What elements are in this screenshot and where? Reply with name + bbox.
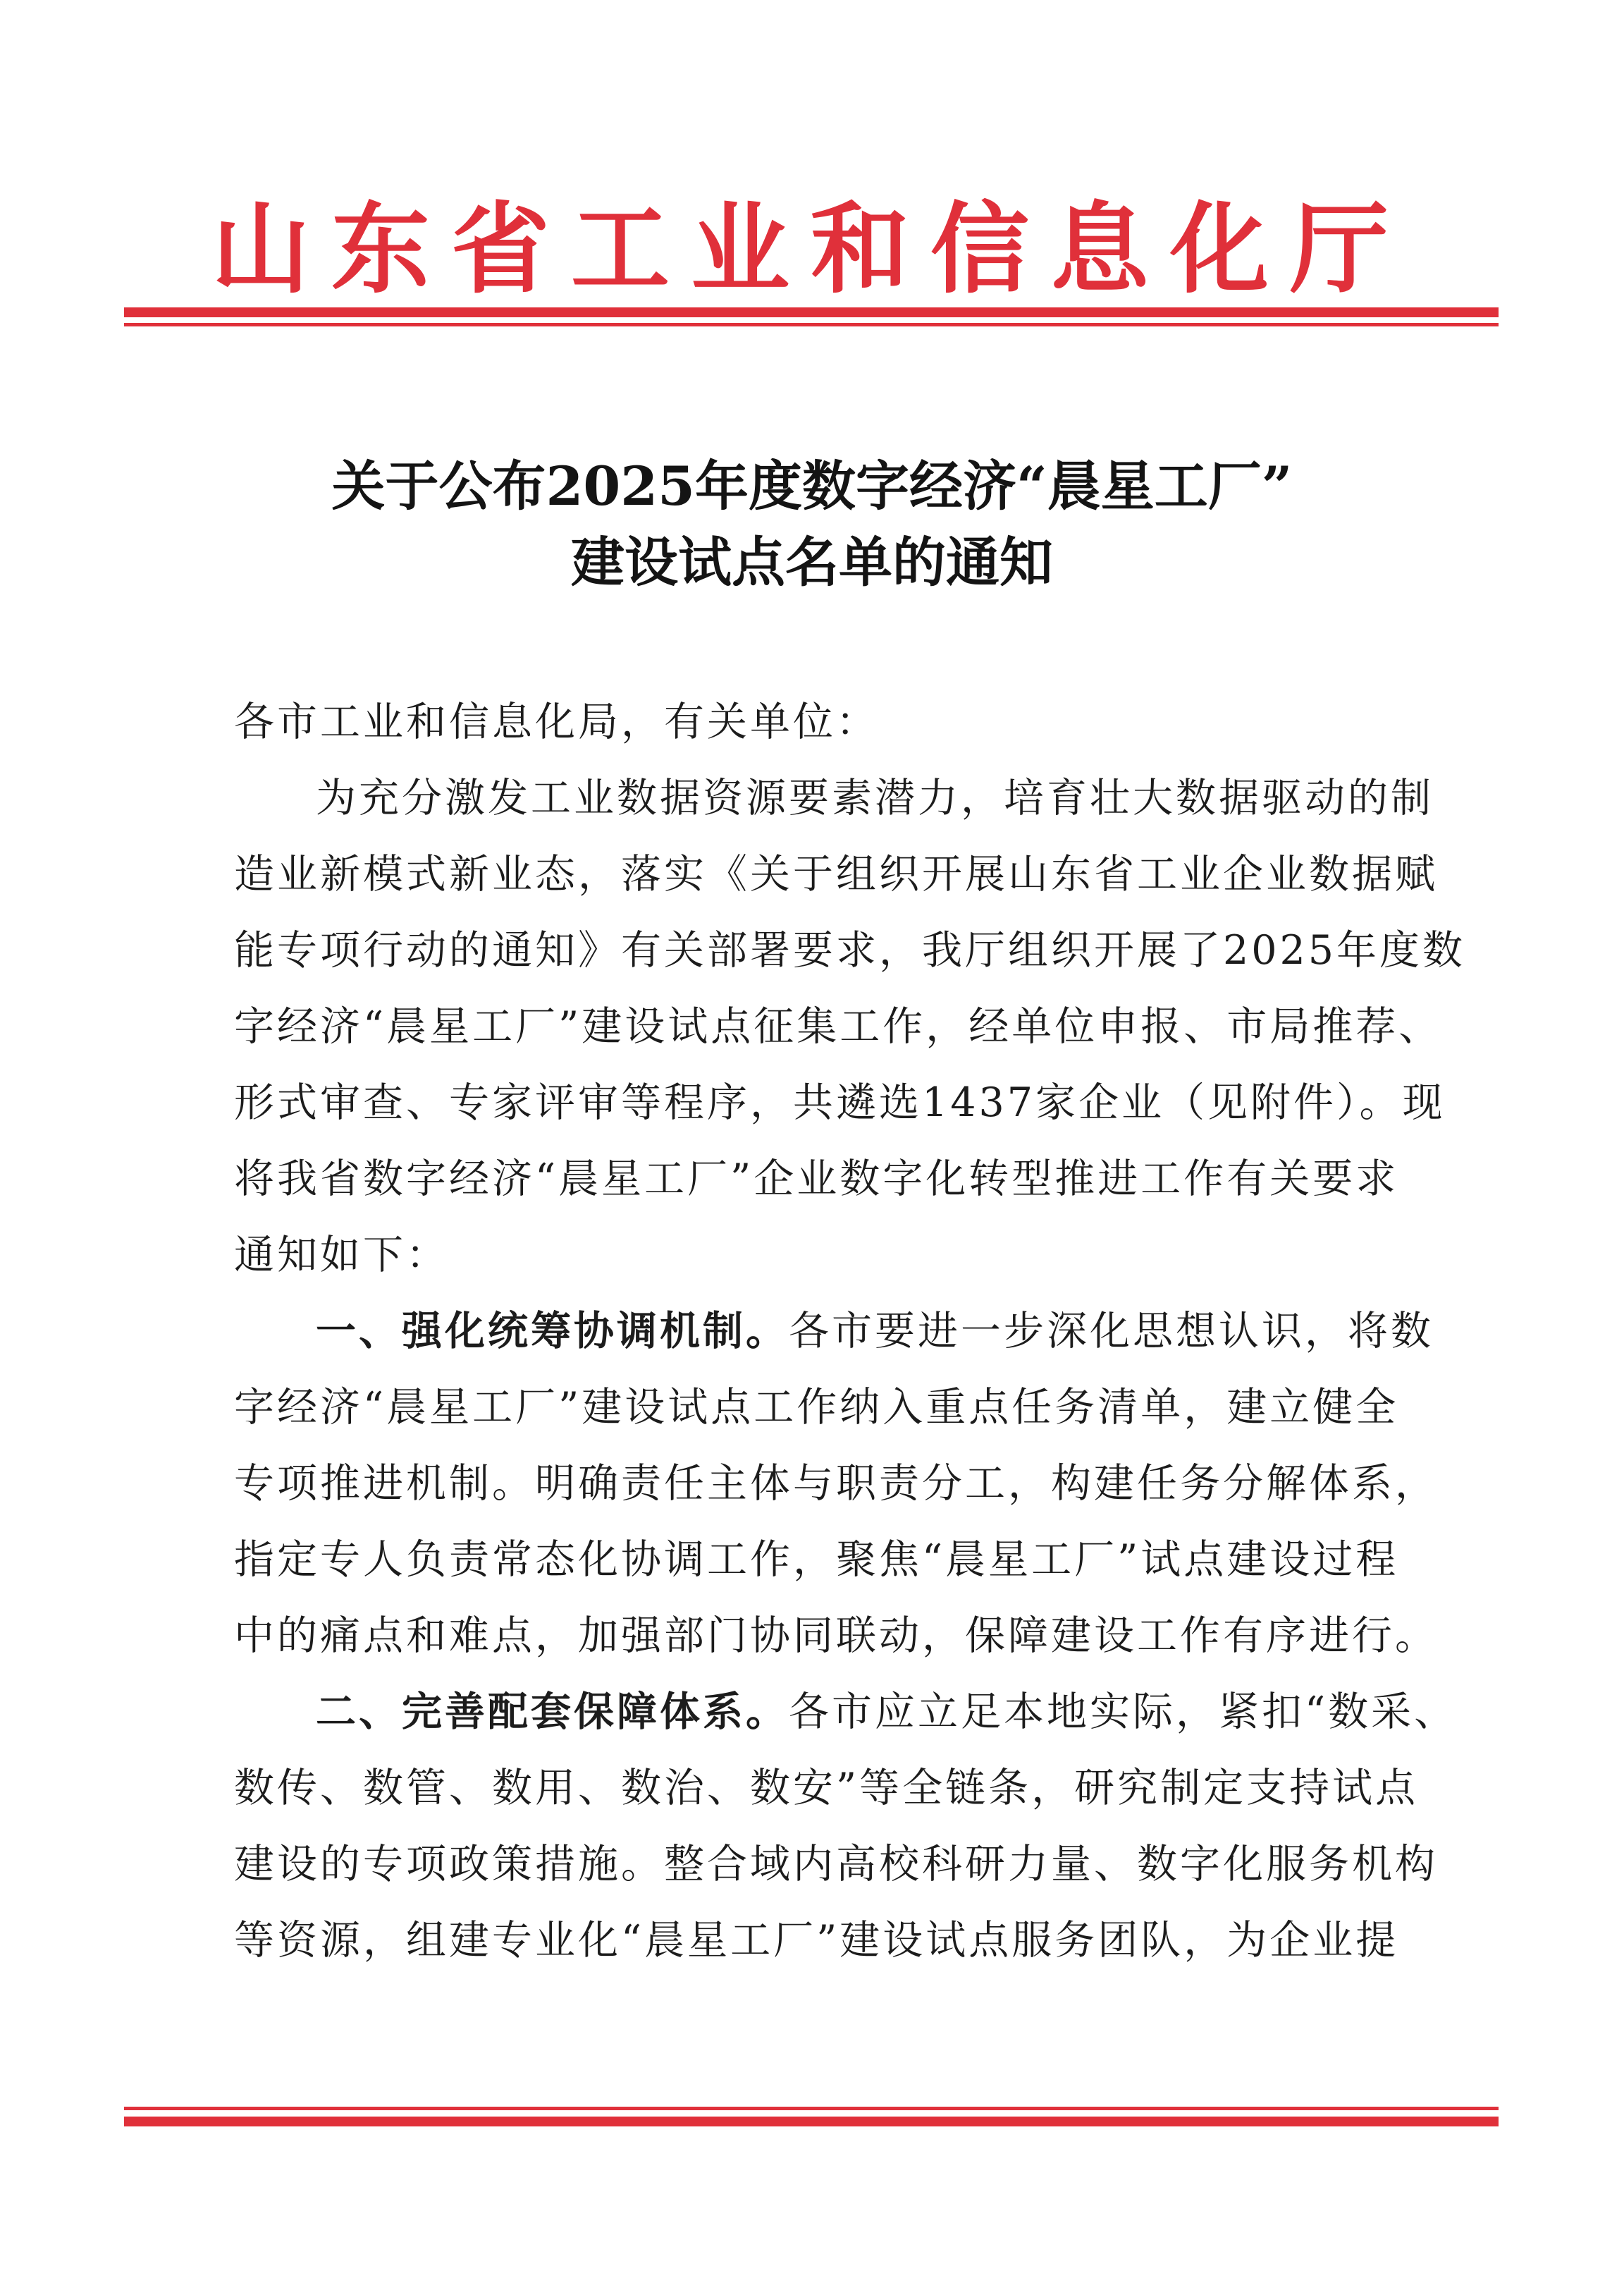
section-2-paragraph bbox=[234, 1674, 1458, 1978]
header-rule-thin bbox=[124, 323, 1499, 326]
section-1-first-line bbox=[234, 1293, 1432, 1369]
footer-rule-thin bbox=[124, 2107, 1499, 2110]
intro-line: 为充分激发工业数据资源要素潜力，培育壮大数据驱动的制 bbox=[316, 775, 1434, 821]
section-2-line: 数传、数管、数用、数治、数安”等全链条，研究制定支持试点 bbox=[234, 1765, 1419, 1811]
section-1-text: 各市要进一步深化思想认识，将数 bbox=[789, 1308, 1434, 1354]
section-2-text: 各市应立足本地实际，紧扣“数采、 bbox=[789, 1689, 1458, 1735]
footer-rule-thick bbox=[124, 2117, 1499, 2126]
salutation: 各市工业和信息化局，有关单位： bbox=[234, 699, 879, 745]
section-1-line: 字经济“晨星工厂”建设试点工作纳入重点任务清单，建立健全 bbox=[234, 1384, 1399, 1431]
intro-line: 将我省数字经济“晨星工厂”企业数字化转型推进工作有关要求 bbox=[234, 1156, 1399, 1202]
section-1-line: 中的痛点和难点，加强部门协同联动，保障建设工作有序进行。 bbox=[234, 1612, 1438, 1659]
intro-line: 造业新模式新业态，落实《关于组织开展山东省工业企业数据赋 bbox=[234, 851, 1438, 898]
intro-line: 字经济“晨星工厂”建设试点征集工作，经单位申报、市局推荐、 bbox=[234, 1003, 1442, 1050]
section-2-line: 等资源，组建专业化“晨星工厂”建设试点服务团队，为企业提 bbox=[234, 1917, 1399, 1964]
section-2-heading: 二、完善配套保障体系。 bbox=[316, 1689, 789, 1735]
header-rule-thick bbox=[124, 307, 1499, 317]
intro-line: 能专项行动的通知》有关部署要求，我厅组织开展了2025年度数 bbox=[234, 927, 1466, 974]
document-body bbox=[234, 684, 1466, 1978]
section-2-line: 建设的专项政策措施。整合域内高校科研力量、数字化服务机构 bbox=[234, 1841, 1438, 1887]
document-title-line-1: 关于公布2025年度数字经济“晨星工厂” bbox=[331, 455, 1293, 518]
section-1-line: 指定专人负责常态化协调工作，聚焦“晨星工厂”试点建设过程 bbox=[234, 1536, 1399, 1583]
intro-paragraph bbox=[234, 760, 1466, 1293]
section-1-line: 专项推进机制。明确责任主体与职责分工，构建任务分解体系， bbox=[234, 1460, 1438, 1507]
section-1-paragraph bbox=[234, 1293, 1438, 1674]
issuing-authority-header: 山东省工业和信息化厅 bbox=[211, 192, 1410, 307]
document-title-line-2: 建设试点名单的通知 bbox=[571, 531, 1053, 594]
section-2-first-line bbox=[234, 1674, 1458, 1750]
section-1-heading: 一、强化统筹协调机制。 bbox=[316, 1308, 789, 1354]
intro-line: 形式审查、专家评审等程序，共遴选1437家企业（见附件）。现 bbox=[234, 1079, 1446, 1126]
intro-line: 通知如下： bbox=[234, 1232, 449, 1278]
